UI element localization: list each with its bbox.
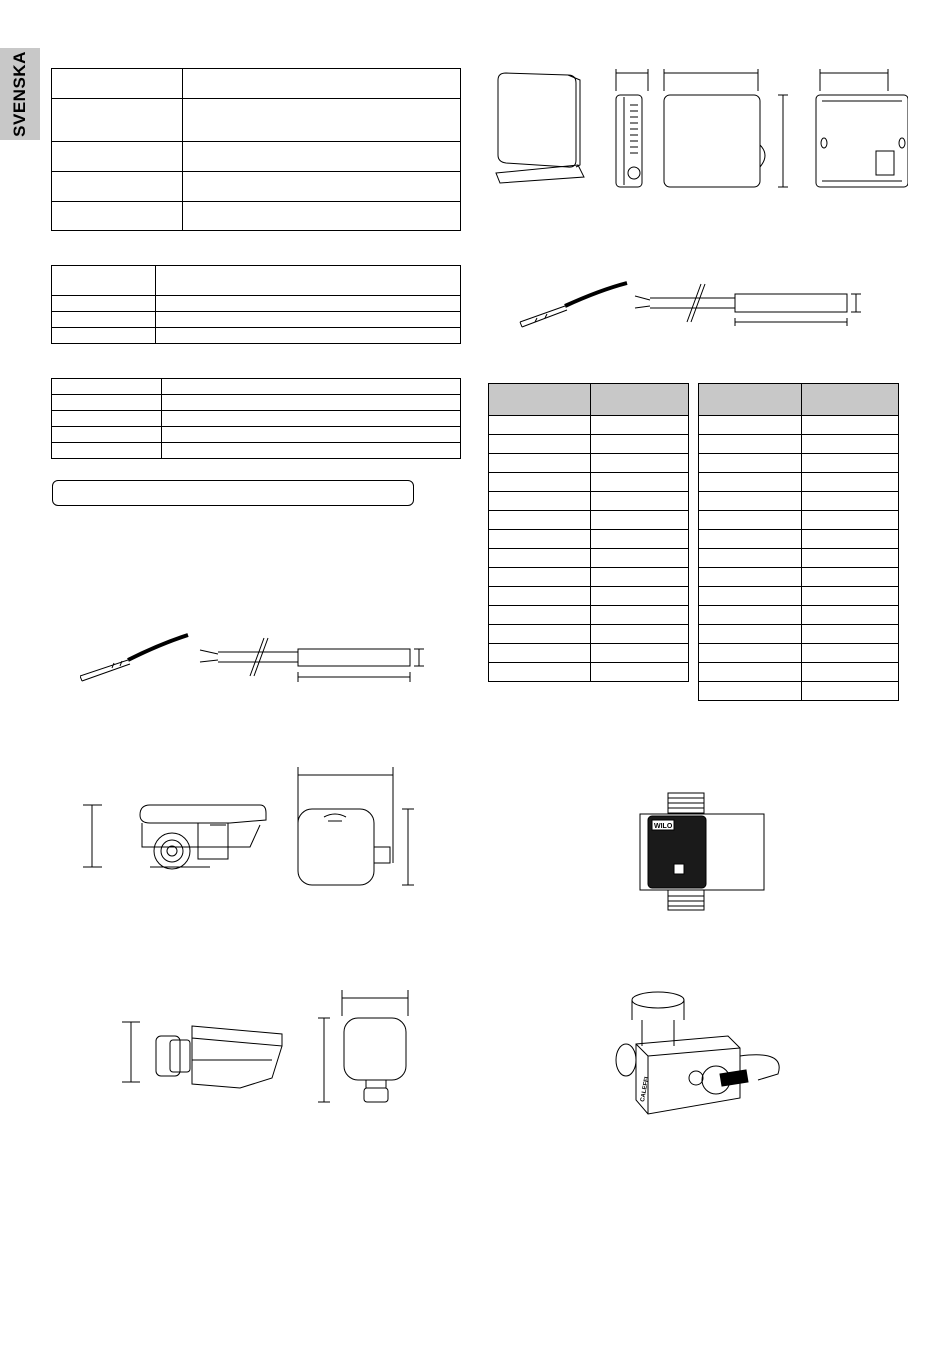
table-cell bbox=[699, 587, 802, 606]
table-cell bbox=[52, 312, 156, 328]
room-sensor-drawings bbox=[488, 65, 908, 195]
table-cell bbox=[699, 568, 802, 587]
table-cell bbox=[52, 296, 156, 312]
table-cell bbox=[802, 625, 899, 644]
table-cell bbox=[52, 395, 162, 411]
table-cell bbox=[156, 328, 461, 344]
table-cell bbox=[802, 454, 899, 473]
table-cell bbox=[489, 416, 591, 435]
table-cell bbox=[802, 473, 899, 492]
table-cell bbox=[591, 663, 689, 682]
table-cell bbox=[489, 511, 591, 530]
table-cell bbox=[802, 416, 899, 435]
language-tab-label: SVENSKA bbox=[10, 51, 29, 137]
table-cell bbox=[591, 492, 689, 511]
column-header bbox=[489, 384, 591, 416]
table-cell bbox=[52, 411, 162, 427]
value-table-left bbox=[488, 383, 689, 682]
table-cell bbox=[52, 69, 183, 99]
table-cell bbox=[699, 454, 802, 473]
table-cell bbox=[489, 549, 591, 568]
table-cell bbox=[591, 511, 689, 530]
table-cell bbox=[52, 427, 162, 443]
valve-brand-label: CALEFFI bbox=[640, 1076, 651, 1103]
table-cell bbox=[489, 492, 591, 511]
table-cell bbox=[183, 142, 461, 172]
table-cell bbox=[52, 142, 183, 172]
column-header bbox=[699, 384, 802, 416]
table-cell bbox=[699, 416, 802, 435]
table-cell bbox=[52, 266, 156, 296]
table-cell bbox=[162, 427, 461, 443]
table-cell bbox=[162, 379, 461, 395]
table-cell bbox=[591, 625, 689, 644]
wilo-pump-drawing bbox=[636, 790, 768, 915]
table-cell bbox=[489, 625, 591, 644]
table-cell bbox=[489, 435, 591, 454]
table-cell bbox=[156, 312, 461, 328]
table-cell bbox=[699, 530, 802, 549]
table-cell bbox=[591, 568, 689, 587]
table-cell bbox=[591, 587, 689, 606]
table-cell bbox=[591, 416, 689, 435]
table-cell bbox=[591, 606, 689, 625]
contact-sensor-drawings bbox=[120, 988, 420, 1108]
table-cell bbox=[591, 549, 689, 568]
caleffi-valve-drawing bbox=[608, 990, 788, 1125]
table-cell bbox=[591, 454, 689, 473]
table-cell bbox=[489, 663, 591, 682]
table-cell bbox=[162, 411, 461, 427]
table-cell bbox=[52, 202, 183, 231]
table-cell bbox=[162, 443, 461, 459]
spec-table-2 bbox=[51, 265, 461, 344]
table-cell bbox=[699, 663, 802, 682]
table-cell bbox=[802, 492, 899, 511]
table-cell bbox=[183, 202, 461, 231]
table-cell bbox=[489, 568, 591, 587]
table-cell bbox=[699, 549, 802, 568]
pump-brand-label: WILO bbox=[654, 823, 673, 830]
spec-table-3 bbox=[51, 378, 461, 459]
table-cell bbox=[162, 395, 461, 411]
table-cell bbox=[156, 266, 461, 296]
table-cell bbox=[802, 587, 899, 606]
table-cell bbox=[489, 587, 591, 606]
table-cell bbox=[802, 663, 899, 682]
table-cell bbox=[52, 379, 162, 395]
value-table-right bbox=[698, 383, 899, 701]
outdoor-sensor-drawings bbox=[80, 765, 440, 890]
table-cell bbox=[156, 296, 461, 312]
table-cell bbox=[699, 511, 802, 530]
table-cell bbox=[591, 644, 689, 663]
table-cell bbox=[802, 606, 899, 625]
table-cell bbox=[183, 99, 461, 142]
table-cell bbox=[802, 511, 899, 530]
table-cell bbox=[489, 473, 591, 492]
table-cell bbox=[489, 530, 591, 549]
column-header bbox=[802, 384, 899, 416]
table-cell bbox=[802, 568, 899, 587]
note-box bbox=[52, 480, 414, 506]
table-cell bbox=[591, 435, 689, 454]
table-cell bbox=[802, 435, 899, 454]
table-cell bbox=[591, 530, 689, 549]
table-cell bbox=[699, 435, 802, 454]
table-cell bbox=[52, 328, 156, 344]
cable-sensor-drawing-right bbox=[515, 278, 865, 333]
language-tab bbox=[0, 48, 40, 140]
table-cell bbox=[52, 172, 183, 202]
table-cell bbox=[699, 473, 802, 492]
table-cell bbox=[802, 530, 899, 549]
table-cell bbox=[52, 99, 183, 142]
table-cell bbox=[699, 644, 802, 663]
table-cell bbox=[699, 625, 802, 644]
table-cell bbox=[699, 606, 802, 625]
table-cell bbox=[52, 443, 162, 459]
table-cell bbox=[489, 454, 591, 473]
table-cell bbox=[699, 682, 802, 701]
spec-table-1 bbox=[51, 68, 461, 231]
table-cell bbox=[699, 492, 802, 511]
table-cell bbox=[183, 69, 461, 99]
table-cell bbox=[802, 644, 899, 663]
cable-sensor-drawing-left bbox=[80, 630, 430, 685]
table-cell bbox=[183, 172, 461, 202]
table-cell bbox=[489, 606, 591, 625]
table-cell bbox=[802, 682, 899, 701]
column-header bbox=[591, 384, 689, 416]
table-cell bbox=[489, 644, 591, 663]
table-cell bbox=[591, 473, 689, 492]
table-cell bbox=[802, 549, 899, 568]
